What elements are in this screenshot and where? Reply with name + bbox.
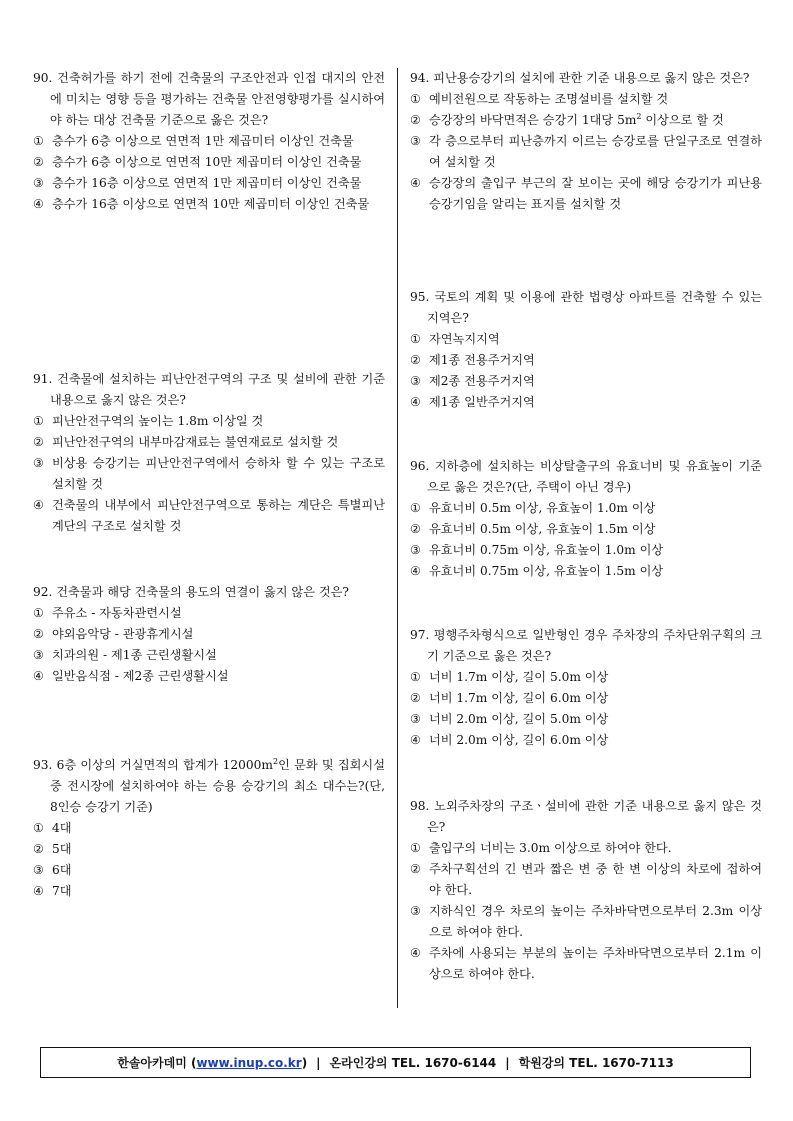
option-3[interactable]: ③ 치과의원 - 제1종 근린생활시설	[33, 648, 217, 662]
question-98	[410, 796, 762, 985]
question-stem: 91. 건축물에 설치하는 피난안전구역의 구조 및 설비에 관한 기준 내용으로 옳지 않은 것은?	[33, 372, 385, 407]
question-stem: 98. 노외주차장의 구조ㆍ설비에 관한 기준 내용으로 옳지 않은 것은?	[410, 799, 762, 834]
question-stem: 97. 평행주차형식으로 일반형인 경우 주차장의 주차단위구획의 크기 기준으로 옳은 것은?	[410, 628, 762, 663]
footer-offline-phone: 학원강의 TEL. 1670-7113	[518, 1056, 674, 1070]
option-2[interactable]: ② 제1종 전용주거지역	[410, 353, 535, 367]
option-3[interactable]: ③ 제2종 전용주거지역	[410, 374, 535, 388]
option-1[interactable]: ① 4대	[33, 821, 72, 835]
question-97	[410, 625, 762, 751]
footer-academy-name: 한솔아카데미 (	[117, 1056, 197, 1070]
option-2[interactable]: ② 피난안전구역의 내부마감재료는 불연재료로 설치할 것	[33, 435, 339, 449]
question-92	[33, 582, 385, 687]
question-stem: 90. 건축허가를 하기 전에 건축물의 구조안전과 인접 대지의 안전에 미치는 영향 등을 평가하는 건축물 안전영향평가를 실시하여야 하는 대상 건축물 기준으로 옳은 것은?	[33, 71, 385, 127]
option-1[interactable]: ① 층수가 6층 이상으로 연면적 1만 제곱미터 이상인 건축물	[33, 134, 354, 148]
option-3[interactable]: ③ 지하식인 경우 차로의 높이는 주차바닥면으로부터 2.3m 이상으로 하여야 한다.	[410, 904, 762, 939]
option-4[interactable]: ④ 주차에 사용되는 부분의 높이는 주차바닥면으로부터 2.1m 이상으로 하여야 한다.	[410, 946, 762, 981]
question-stem: 93. 6층 이상의 거실면적의 합계가 $12000m^2$인 문화 및 집회시설 중 전시장에 설치하여야 하는 승용 승강기의 최소 대수는?(단, 8인승 승강기 기준)	[33, 756, 385, 814]
question-stem: 96. 지하층에 설치하는 비상탈출구의 유효너비 및 유효높이 기준으로 옳은 것은?(단, 주택이 아닌 경우)	[410, 459, 762, 494]
option-1[interactable]: ① 유효너비 0.5m 이상, 유효높이 1.0m 이상	[410, 501, 656, 515]
option-1[interactable]: ① 주유소 - 자동차관련시설	[33, 606, 182, 620]
question-stem: 95. 국토의 계획 및 이용에 관한 법령상 아파트를 건축할 수 있는 지역은?	[410, 290, 762, 325]
option-3[interactable]: ③ 각 층으로부터 피난층까지 이르는 승강로를 단일구조로 연결하여 설치할 것	[410, 134, 762, 169]
option-2[interactable]: ② 유효너비 0.5m 이상, 유효높이 1.5m 이상	[410, 522, 656, 536]
option-4[interactable]: ④ 층수가 16층 이상으로 연면적 10만 제곱미터 이상인 건축물	[33, 197, 370, 211]
option-2[interactable]: ② 주차구획선의 긴 변과 짧은 변 중 한 변 이상의 차로에 접하여야 한다.	[410, 862, 762, 897]
option-4[interactable]: ④ 너비 2.0m 이상, 길이 6.0m 이상	[410, 733, 609, 747]
column-divider	[397, 68, 398, 1008]
question-91	[33, 369, 385, 537]
question-95	[410, 287, 762, 413]
question-94	[410, 68, 762, 215]
option-1[interactable]: ① 너비 1.7m 이상, 길이 5.0m 이상	[410, 670, 609, 684]
option-1[interactable]: ① 자연녹지지역	[410, 332, 500, 346]
footer-website-link[interactable]: www.inup.co.kr	[196, 1055, 302, 1070]
option-1[interactable]: ① 피난안전구역의 높이는 1.8m 이상일 것	[33, 414, 264, 428]
option-3[interactable]: ③ 층수가 16층 이상으로 연면적 1만 제곱미터 이상인 건축물	[33, 176, 362, 190]
option-4[interactable]: ④ 승강장의 출입구 부근의 잘 보이는 곳에 해당 승강기가 피난용승강기임을 알리는 표지를 설치할 것	[410, 176, 762, 211]
option-2[interactable]: ② 5대	[33, 842, 72, 856]
option-1[interactable]: ① 출입구의 너비는 3.0m 이상으로 하여야 한다.	[410, 841, 672, 855]
question-stem: 94. 피난용승강기의 설치에 관한 기준 내용으로 옳지 않은 것은?	[410, 71, 750, 85]
question-96	[410, 456, 762, 582]
option-2[interactable]: ② 야외음악당 - 관광휴게시설	[33, 627, 194, 641]
option-3[interactable]: ③ 6대	[33, 863, 72, 877]
footer-online-phone: 온라인강의 TEL. 1670-6144	[329, 1056, 497, 1070]
option-4[interactable]: ④ 건축물의 내부에서 피난안전구역으로 통하는 계단은 특별피난계단의 구조로 설치할 것	[33, 498, 385, 533]
option-2[interactable]: ② 층수가 6층 이상으로 연면적 10만 제곱미터 이상인 건축물	[33, 155, 362, 169]
option-3[interactable]: ③ 유효너비 0.75m 이상, 유효높이 1.0m 이상	[410, 543, 664, 557]
page-footer: 한솔아카데미 ( www.inup.co.kr ) | 온라인강의 TEL. 1670-6144 | 학원강의 TEL. 1670-7113	[40, 1047, 751, 1078]
option-4[interactable]: ④ 일반음식점 - 제2종 근린생활시설	[33, 669, 229, 683]
option-3[interactable]: ③ 비상용 승강기는 피난안전구역에서 승하차 할 수 있는 구조로 설치할 것	[33, 456, 385, 491]
question-90	[33, 68, 385, 215]
option-4[interactable]: ④ 제1종 일반주거지역	[410, 395, 535, 409]
question-93	[33, 755, 385, 902]
question-stem: 92. 건축물과 해당 건축물의 용도의 연결이 옳지 않은 것은?	[33, 585, 349, 599]
option-4[interactable]: ④ 유효너비 0.75m 이상, 유효높이 1.5m 이상	[410, 564, 664, 578]
option-3[interactable]: ③ 너비 2.0m 이상, 길이 5.0m 이상	[410, 712, 609, 726]
option-1[interactable]: ① 예비전원으로 작동하는 조명설비를 설치할 것	[410, 92, 669, 106]
footer-separator: |	[316, 1055, 321, 1070]
footer-separator: |	[505, 1055, 510, 1070]
option-2[interactable]: ② 승강장의 바닥면적은 승강기 1대당 $5m^2$ 이상으로 할 것	[410, 111, 724, 127]
option-2[interactable]: ② 너비 1.7m 이상, 길이 6.0m 이상	[410, 691, 609, 705]
option-4[interactable]: ④ 7대	[33, 884, 72, 898]
